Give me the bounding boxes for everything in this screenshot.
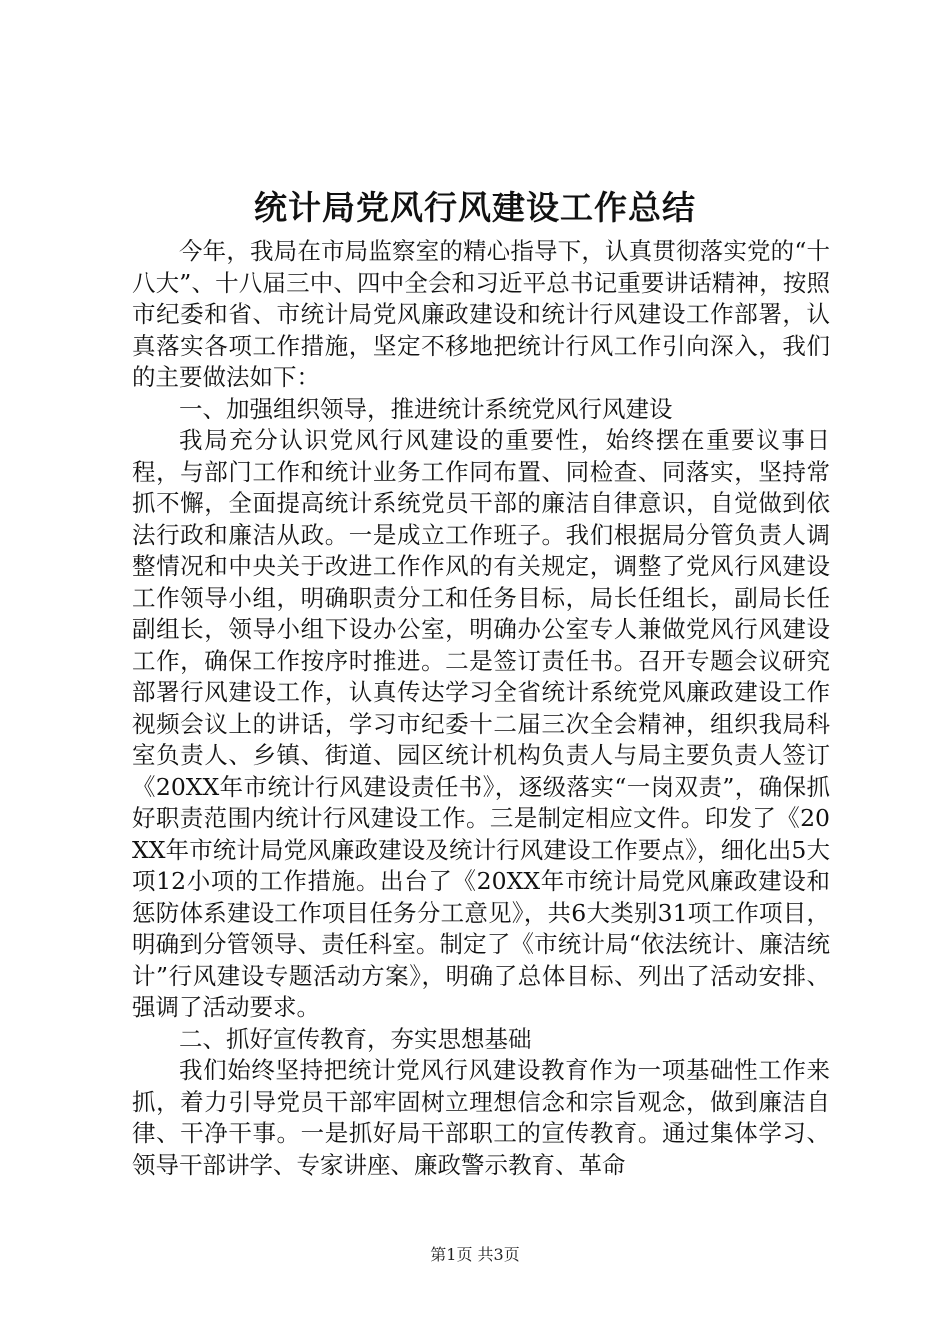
page-footer: 第1页 共3页 — [430, 1245, 520, 1264]
document-body — [132, 236, 830, 1181]
section-1-paragraph: 我局充分认识党风行风建设的重要性，始终摆在重要议事日程，与部门工作和统计业务工作同布置、同检查、同落实，坚持常抓不懈，全面提高统计系统党员干部的廉洁自律意识，自觉做到依法行政和廉洁从政。一是成立工作班子。我们根据局分管负责人调整情况和中央关于改进工作作风的有关规定，调整了党风行风建设工作领导小组，明确职责分工和任务目标，局长任组长，副局长任副组长，领导小组下设办公室，明确办公室专人兼做党风行风建设工作，确保工作按序时推进。二是签订责任书。召开专题会议研究部署行风建设工作，认真传达学习全省统计系统党风廉政建设工作视频会议上的讲话，学习市纪委十二届三次全会精神，组织我局科室负责人、乡镇、街道、园区统计机构负责人与局主要负责人签订《20XX年市统计行风建设责任书》，逐级落实“一岗双责”，确保抓好职责范围内统计行风建设工作。三是制定相应文件。印发了《20XX年市统计局党风廉政建设及统计行风建设工作要点》，细化出5大项12小项的工作措施。出台了《20XX年市统计局党风廉政建设和惩防体系建设工作项目任务分工意见》，共6大类别31项工作项目，明确到分管领导、责任科室。制定了《市统计局“依法统计、廉洁统计”行风建设专题活动方案》，明确了总体目标、列出了活动安排、强调了活动要求。 — [132, 426, 830, 1021]
intro-paragraph: 今年，我局在市局监察室的精心指导下，认真贯彻落实党的“十八大”、十八届三中、四中全会和习近平总书记重要讲话精神，按照市纪委和省、市统计局党风廉政建设和统计行风建设工作部署，认真落实各项工作措施，坚定不移地把统计行风工作引向深入，我们的主要做法如下： — [132, 237, 830, 391]
section-heading-1: 一、加强组织领导，推进统计系统党风行风建设 — [179, 394, 673, 423]
document-title: 统计局党风行风建设工作总结 — [254, 188, 696, 227]
section-2-paragraph: 我们始终坚持把统计党风行风建设教育作为一项基础性工作来抓，着力引导党员干部牢固树立理想信念和宗旨观念，做到廉洁自律、干净干事。一是抓好局干部职工的宣传教育。通过集体学习、领导干部讲学、专家讲座、廉政警示教育、革命 — [132, 1056, 830, 1179]
section-heading-2: 二、抓好宣传教育，夯实思想基础 — [179, 1024, 532, 1053]
